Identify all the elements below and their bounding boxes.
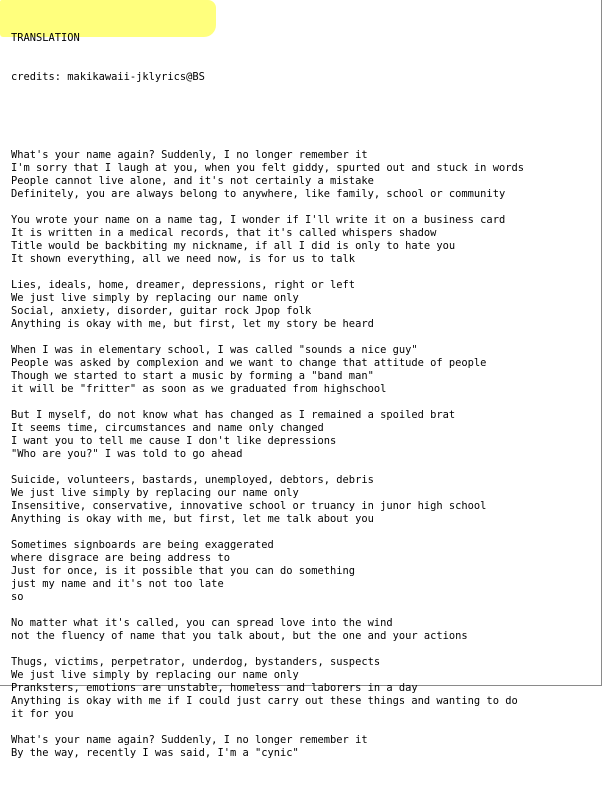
header-credits: credits: makikawaii-jklyrics@BS <box>11 71 205 83</box>
blank-line <box>11 604 596 617</box>
stanza-list <box>11 149 596 760</box>
blank-line <box>11 201 596 214</box>
stanza <box>11 474 596 526</box>
lyric-line: I'm sorry that I laugh at you, when you felt giddy, spurted out and stuck in words <box>11 162 524 174</box>
lyric-line: It shown everything, all we need now, is for us to talk <box>11 253 356 265</box>
lyric-line: it will be "fritter" as soon as we graduated from highschool <box>11 383 387 395</box>
header-title: TRANSLATION <box>11 32 80 44</box>
blank-line <box>11 643 596 656</box>
stanza <box>11 734 596 760</box>
lyric-line: Thugs, victims, perpetrator, underdog, bystanders, suspects <box>11 656 381 668</box>
lyric-line: By the way, recently I was said, I'm a "cynic" <box>11 747 299 759</box>
lyric-line: People was asked by complexion and we want to change that attitude of people <box>11 357 487 369</box>
lyrics-text-area[interactable] <box>11 6 596 786</box>
lyric-line: Just for once, is it possible that you can do something <box>11 565 356 577</box>
lyric-line: Insensitive, conservative, innovative school or truancy in junor high school <box>11 500 487 512</box>
lyric-line: What's your name again? Suddenly, I no longer remember it <box>11 734 368 746</box>
lyric-line: Pranksters, emotions are unstable, homeless and laborers in a day <box>11 682 418 694</box>
lyric-line: We just live simply by replacing our name only <box>11 669 299 681</box>
blank-line <box>11 526 596 539</box>
lyric-line: where disgrace are being address to <box>11 552 230 564</box>
lyric-line: People cannot live alone, and it's not certainly a mistake <box>11 175 374 187</box>
lyric-line: Though we started to start a music by forming a "band man" <box>11 370 374 382</box>
lyric-line: it for you <box>11 708 74 720</box>
lyric-line: Anything is okay with me, but first, let me talk about you <box>11 513 374 525</box>
lyric-line: But I myself, do not know what has changed as I remained a spoiled brat <box>11 409 456 421</box>
lyric-line: not the fluency of name that you talk about, but the one and your actions <box>11 630 468 642</box>
stanza <box>11 149 596 201</box>
lyric-line: I want you to tell me cause I don't like depressions <box>11 435 337 447</box>
stanza <box>11 279 596 331</box>
blank-line <box>11 331 596 344</box>
lyric-line: It is written in a medical records, that it's called whispers shadow <box>11 227 437 239</box>
stanza <box>11 656 596 721</box>
stanza <box>11 214 596 266</box>
stanza <box>11 344 596 396</box>
lyric-line: When I was in elementary school, I was called "sounds a nice guy" <box>11 344 418 356</box>
lyric-line: It seems time, circumstances and name only changed <box>11 422 324 434</box>
lyric-line: Anything is okay with me, but first, let my story be heard <box>11 318 374 330</box>
blank-line <box>11 266 596 279</box>
lyric-line: No matter what it's called, you can spread love into the wind <box>11 617 393 629</box>
blank-line <box>11 396 596 409</box>
lyric-line: Sometimes signboards are being exaggerated <box>11 539 274 551</box>
lyric-line: You wrote your name on a name tag, I wonder if I'll write it on a business card <box>11 214 506 226</box>
lyric-line: just my name and it's not too late <box>11 578 224 590</box>
lyric-line: We just live simply by replacing our name only <box>11 487 299 499</box>
lyric-line: Lies, ideals, home, dreamer, depressions, right or left <box>11 279 356 291</box>
lyric-line: Suicide, volunteers, bastards, unemployed, debtors, debris <box>11 474 374 486</box>
lyric-line: "Who are you?" I was told to go ahead <box>11 448 243 460</box>
stanza <box>11 617 596 643</box>
lyric-line: Title would be backbiting my nickname, if all I did is only to hate you <box>11 240 456 252</box>
lyric-line: Social, anxiety, disorder, guitar rock Jpop folk <box>11 305 312 317</box>
lyric-line: so <box>11 591 24 603</box>
blank-line <box>11 721 596 734</box>
lyric-line: We just live simply by replacing our name only <box>11 292 299 304</box>
stanza <box>11 409 596 461</box>
stanza <box>11 539 596 604</box>
blank-line <box>11 110 596 123</box>
blank-line <box>11 461 596 474</box>
lyric-line: Definitely, you are always belong to anywhere, like family, school or community <box>11 188 506 200</box>
lyric-line: Anything is okay with me if I could just carry out these things and wanting to do <box>11 695 518 707</box>
lyric-line: What's your name again? Suddenly, I no longer remember it <box>11 149 368 161</box>
